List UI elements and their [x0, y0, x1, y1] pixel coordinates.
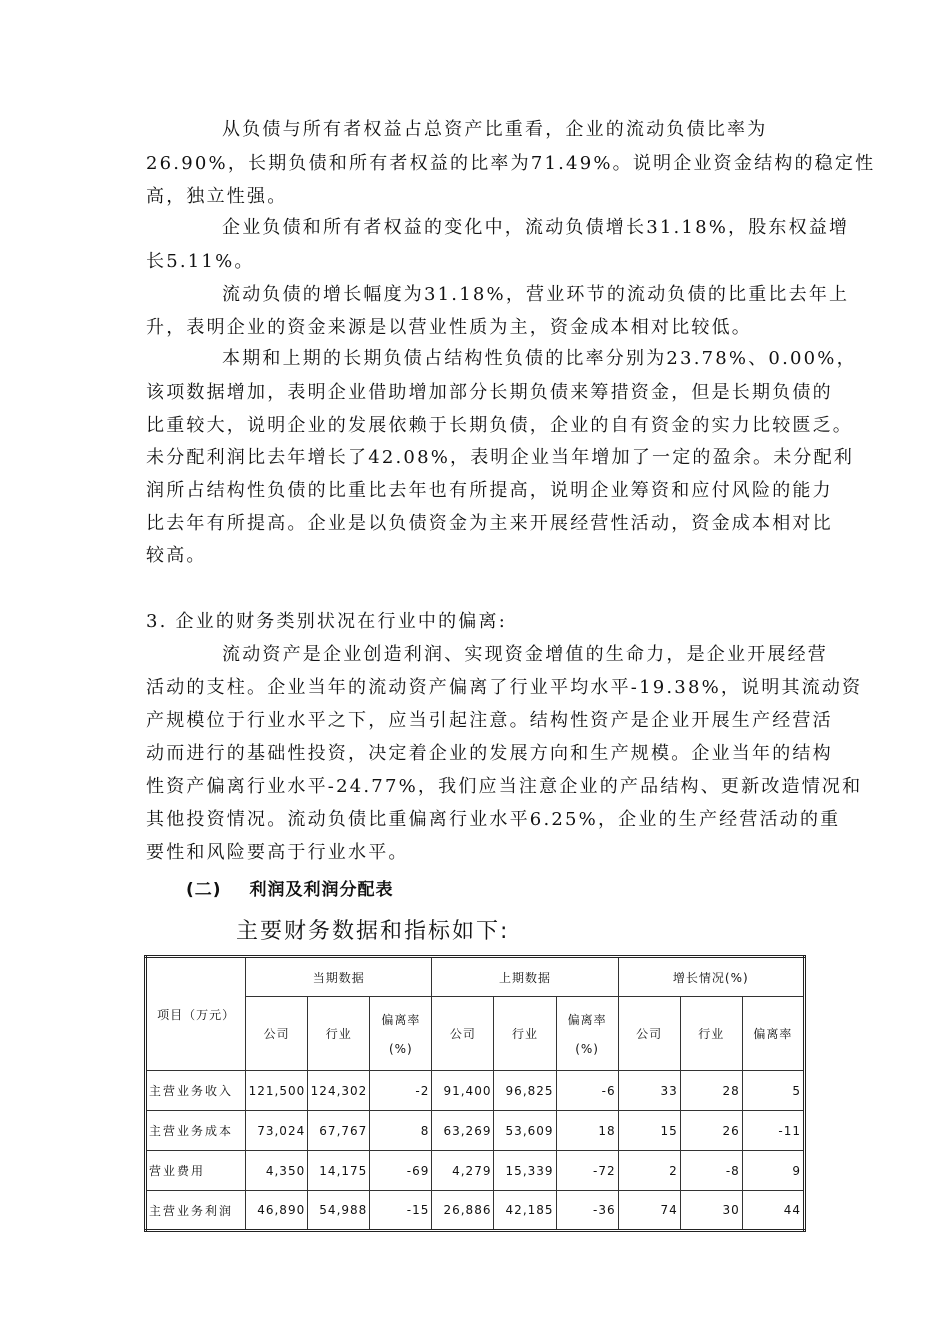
table-cell: 53,609 — [494, 1111, 556, 1151]
col-industry: 行业 — [680, 997, 742, 1071]
table-cell: 74 — [618, 1191, 680, 1231]
paragraph-line: 要性和风险要高于行业水平。 — [146, 842, 409, 863]
table-cell: 44 — [742, 1191, 804, 1231]
table-row — [146, 1191, 805, 1231]
paragraph-line: 活动的支柱。企业当年的流动资产偏离了行业平均水平-19.38%，说明其流动资 — [146, 677, 863, 698]
paragraph-line: 润所占结构性负债的比重比去年也有所提高，说明企业筹资和应付风险的能力 — [146, 480, 833, 501]
col-deviation-label: 偏离率 — [567, 1013, 607, 1027]
col-deviation: 偏离率 — [742, 997, 804, 1071]
table-cell: 2 — [618, 1151, 680, 1191]
paragraph-line: 高，独立性强。 — [146, 186, 288, 207]
table-cell: 28 — [680, 1071, 742, 1111]
paragraph-line: 产规模位于行业水平之下，应当引起注意。结构性资产是企业开展生产经营活 — [146, 710, 833, 731]
table-cell: 9 — [742, 1151, 804, 1191]
col-industry: 行业 — [308, 997, 370, 1071]
row-label: 营业费用 — [146, 1151, 246, 1191]
col-company: 公司 — [246, 997, 308, 1071]
table-cell: 124,302 — [308, 1071, 370, 1111]
table-cell: 42,185 — [494, 1191, 556, 1231]
table-cell: -2 — [370, 1071, 432, 1111]
paragraph-line: 从负债与所有者权益占总资产比重看，企业的流动负债比率为 — [222, 119, 768, 140]
table-cell: 33 — [618, 1071, 680, 1111]
table-cell: 63,269 — [432, 1111, 494, 1151]
table-row — [146, 1111, 805, 1151]
table-cell: 91,400 — [432, 1071, 494, 1111]
table-cell: 121,500 — [246, 1071, 308, 1111]
table-cell: 15 — [618, 1111, 680, 1151]
col-deviation-unit: (%) — [388, 1042, 413, 1056]
col-deviation — [556, 997, 618, 1071]
section-heading: 3. 企业的财务类别状况在行业中的偏离: — [146, 611, 507, 632]
table-cell: -6 — [556, 1071, 618, 1111]
col-company: 公司 — [618, 997, 680, 1071]
paragraph-line: 流动资产是企业创造利润、实现资金增值的生命力，是企业开展经营 — [222, 644, 828, 665]
paragraph-line: 该项数据增加，表明企业借助增加部分长期负债来筹措资金，但是长期负债的 — [146, 382, 833, 403]
table-cell: 73,024 — [246, 1111, 308, 1151]
subsection-title: 利润及利润分配表 — [249, 880, 394, 900]
row-label: 主营业务利润 — [146, 1191, 246, 1231]
paragraph-line: 其他投资情况。流动负债比重偏离行业水平6.25%，企业的生产经营活动的重 — [146, 809, 841, 830]
table-cell: 67,767 — [308, 1111, 370, 1151]
paragraph-line: 比重较大，说明企业的发展依赖于长期负债，企业的自有资金的实力比较匮乏。 — [146, 415, 853, 436]
table-cell: 14,175 — [308, 1151, 370, 1191]
table-header-item: 项目（万元） — [146, 957, 246, 1071]
col-industry: 行业 — [494, 997, 556, 1071]
table-cell: 96,825 — [494, 1071, 556, 1111]
table-cell: 15,339 — [494, 1151, 556, 1191]
table-cell: 8 — [370, 1111, 432, 1151]
paragraph-line: 流动负债的增长幅度为31.18%，营业环节的流动负债的比重比去年上 — [222, 284, 850, 305]
table-header-previous: 上期数据 — [432, 957, 618, 997]
paragraph-line: 未分配利润比去年增长了42.08%，表明企业当年增加了一定的盈余。未分配利 — [146, 447, 855, 468]
table-cell: 5 — [742, 1071, 804, 1111]
table-row — [146, 1151, 805, 1191]
paragraph-line: 较高。 — [146, 545, 207, 566]
table-header-growth: 增长情况(%) — [618, 957, 804, 997]
table-cell: 26,886 — [432, 1191, 494, 1231]
table-cell: -69 — [370, 1151, 432, 1191]
table-cell: -36 — [556, 1191, 618, 1231]
financial-data-table — [144, 955, 806, 1232]
paragraph-line: 性资产偏离行业水平-24.77%，我们应当注意企业的产品结构、更新改造情况和 — [146, 776, 863, 797]
paragraph-line: 本期和上期的长期负债占结构性负债的比率分别为23.78%、0.00%， — [222, 348, 857, 369]
paragraph-line: 动而进行的基础性投资，决定着企业的发展方向和生产规模。企业当年的结构 — [146, 743, 833, 764]
table-cell: -11 — [742, 1111, 804, 1151]
paragraph-line: 26.90%，长期负债和所有者权益的比率为71.49%。说明企业资金结构的稳定性 — [146, 153, 876, 174]
table-cell: 4,350 — [246, 1151, 308, 1191]
table-cell: 18 — [556, 1111, 618, 1151]
table-cell: 54,988 — [308, 1191, 370, 1231]
paragraph-line: 长5.11%。 — [146, 251, 255, 272]
table-cell: 46,890 — [246, 1191, 308, 1231]
subsection-heading — [186, 875, 394, 900]
paragraph-line: 企业负债和所有者权益的变化中，流动负债增长31.18%，股东权益增 — [222, 217, 850, 238]
subsection-number: (二) — [186, 880, 222, 900]
table-cell: 26 — [680, 1111, 742, 1151]
col-deviation — [370, 997, 432, 1071]
table-row — [146, 1071, 805, 1111]
col-company: 公司 — [432, 997, 494, 1071]
col-deviation-unit: (%) — [575, 1042, 599, 1056]
table-cell: -8 — [680, 1151, 742, 1191]
table-cell: -72 — [556, 1151, 618, 1191]
table-cell: -15 — [370, 1191, 432, 1231]
paragraph-line: 比去年有所提高。企业是以负债资金为主来开展经营性活动，资金成本相对比 — [146, 513, 833, 534]
col-deviation-label: 偏离率 — [381, 1013, 421, 1027]
table-header-current: 当期数据 — [246, 957, 432, 997]
table-cell: 30 — [680, 1191, 742, 1231]
table-cell: 4,279 — [432, 1151, 494, 1191]
table-caption: 主要财务数据和指标如下: — [236, 919, 510, 944]
row-label: 主营业务收入 — [146, 1071, 246, 1111]
row-label: 主营业务成本 — [146, 1111, 246, 1151]
paragraph-line: 升，表明企业的资金来源是以营业性质为主，资金成本相对比较低。 — [146, 317, 752, 338]
